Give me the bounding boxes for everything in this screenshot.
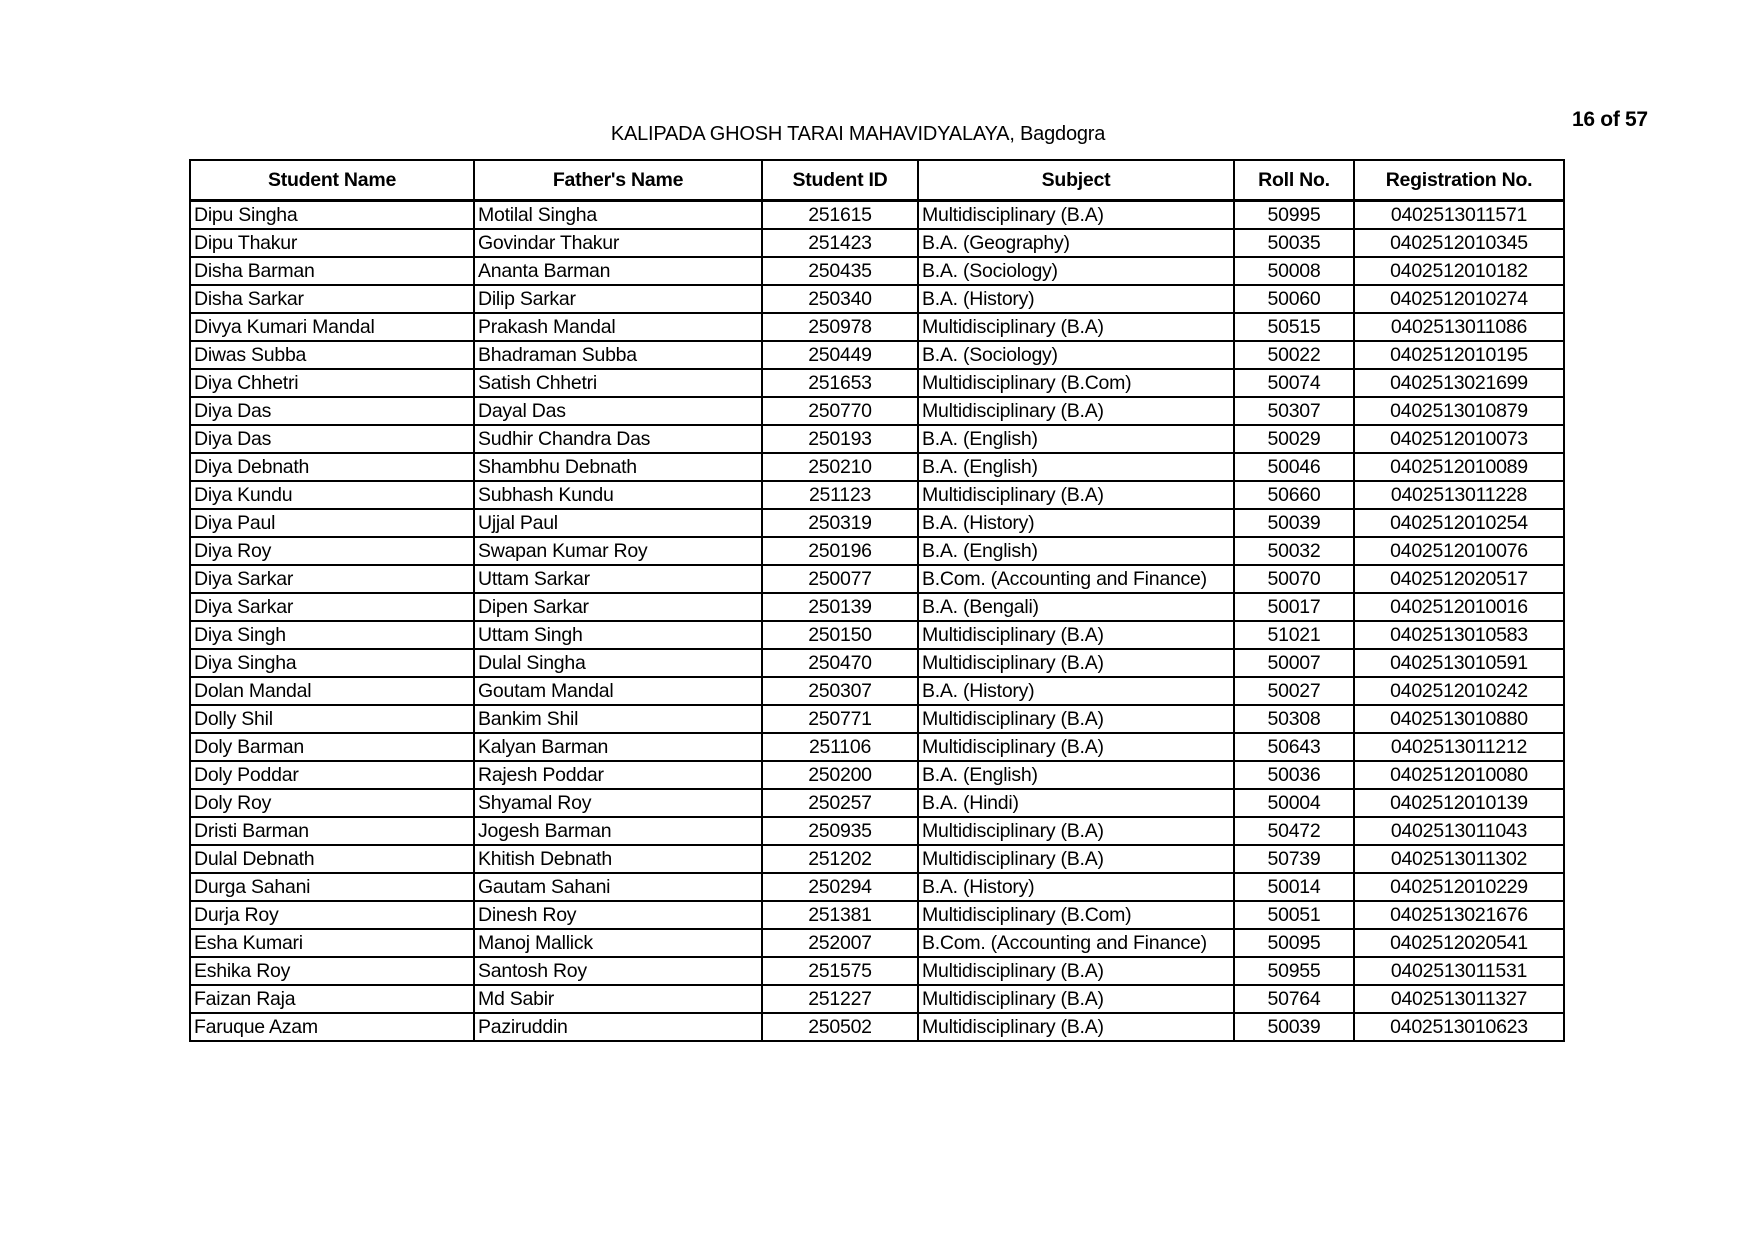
table-row [190,229,1564,257]
subject-cell: Multidisciplinary (B.A) [918,201,1234,230]
roll-no-cell: 50995 [1234,201,1354,230]
subject-cell: B.A. (Geography) [918,229,1234,257]
roll-no-cell: 50036 [1234,761,1354,789]
registration-no-cell: 0402512010274 [1354,285,1564,313]
student-name-cell: Disha Sarkar [190,285,474,313]
fathers-name-cell: Uttam Singh [474,621,762,649]
subject-cell: B.A. (English) [918,453,1234,481]
student-id-cell: 250770 [762,397,918,425]
registration-no-cell: 0402513011043 [1354,817,1564,845]
student-id-cell: 250257 [762,789,918,817]
student-name-cell: Diya Das [190,397,474,425]
fathers-name-cell: Bhadraman Subba [474,341,762,369]
registration-no-cell: 0402513021676 [1354,901,1564,929]
roll-no-cell: 50070 [1234,565,1354,593]
roll-no-cell: 50060 [1234,285,1354,313]
table-row [190,817,1564,845]
subject-cell: Multidisciplinary (B.A) [918,481,1234,509]
student-id-cell: 251202 [762,845,918,873]
table-row [190,1013,1564,1041]
subject-cell: Multidisciplinary (B.A) [918,845,1234,873]
student-id-cell: 250193 [762,425,918,453]
table-row [190,537,1564,565]
table-row [190,341,1564,369]
table-row [190,285,1564,313]
student-id-cell: 250502 [762,1013,918,1041]
registration-no-cell: 0402513011327 [1354,985,1564,1013]
fathers-name-cell: Bankim Shil [474,705,762,733]
registration-no-cell: 0402512010139 [1354,789,1564,817]
student-name-cell: Diya Singha [190,649,474,677]
table-row [190,957,1564,985]
registration-no-cell: 0402512010016 [1354,593,1564,621]
fathers-name-cell: Rajesh Poddar [474,761,762,789]
table-row [190,509,1564,537]
registration-no-cell: 0402513010591 [1354,649,1564,677]
subject-cell: B.A. (History) [918,873,1234,901]
student-name-cell: Disha Barman [190,257,474,285]
subject-cell: B.A. (Sociology) [918,257,1234,285]
student-name-cell: Doly Poddar [190,761,474,789]
student-name-cell: Durga Sahani [190,873,474,901]
student-name-cell: Diya Sarkar [190,593,474,621]
registration-no-cell: 0402513011571 [1354,201,1564,230]
column-header-subject: Subject [918,160,1234,201]
student-id-cell: 251615 [762,201,918,230]
student-id-cell: 250196 [762,537,918,565]
fathers-name-cell: Goutam Mandal [474,677,762,705]
roll-no-cell: 50660 [1234,481,1354,509]
student-id-cell: 250470 [762,649,918,677]
roll-no-cell: 50739 [1234,845,1354,873]
fathers-name-cell: Dayal Das [474,397,762,425]
student-id-cell: 250935 [762,817,918,845]
table-row [190,481,1564,509]
student-id-cell: 250978 [762,313,918,341]
fathers-name-cell: Kalyan Barman [474,733,762,761]
registration-no-cell: 0402512020541 [1354,929,1564,957]
table-row [190,425,1564,453]
fathers-name-cell: Gautam Sahani [474,873,762,901]
registration-no-cell: 0402513010880 [1354,705,1564,733]
roll-no-cell: 50307 [1234,397,1354,425]
student-id-cell: 250449 [762,341,918,369]
fathers-name-cell: Dulal Singha [474,649,762,677]
fathers-name-cell: Md Sabir [474,985,762,1013]
table-header-row [190,160,1564,201]
column-header-registration-no: Registration No. [1354,160,1564,201]
roll-no-cell: 50014 [1234,873,1354,901]
student-name-cell: Eshika Roy [190,957,474,985]
registration-no-cell: 0402513011228 [1354,481,1564,509]
fathers-name-cell: Dilip Sarkar [474,285,762,313]
subject-cell: B.A. (Bengali) [918,593,1234,621]
student-id-cell: 250307 [762,677,918,705]
roll-no-cell: 50095 [1234,929,1354,957]
subject-cell: Multidisciplinary (B.A) [918,817,1234,845]
registration-no-cell: 0402513010583 [1354,621,1564,649]
subject-cell: Multidisciplinary (B.A) [918,1013,1234,1041]
roll-no-cell: 50046 [1234,453,1354,481]
student-id-cell: 250771 [762,705,918,733]
registration-no-cell: 0402513011531 [1354,957,1564,985]
student-name-cell: Faizan Raja [190,985,474,1013]
fathers-name-cell: Khitish Debnath [474,845,762,873]
registration-no-cell: 0402512010345 [1354,229,1564,257]
registration-no-cell: 0402513011086 [1354,313,1564,341]
student-roster-table [189,159,1565,1042]
student-id-cell: 251381 [762,901,918,929]
subject-cell: B.Com. (Accounting and Finance) [918,565,1234,593]
table-row [190,705,1564,733]
table-row [190,313,1564,341]
student-name-cell: Diya Paul [190,509,474,537]
student-name-cell: Durja Roy [190,901,474,929]
roll-no-cell: 50035 [1234,229,1354,257]
registration-no-cell: 0402512010080 [1354,761,1564,789]
table-row [190,677,1564,705]
registration-no-cell: 0402512010073 [1354,425,1564,453]
roll-no-cell: 50029 [1234,425,1354,453]
subject-cell: Multidisciplinary (B.A) [918,733,1234,761]
page-indicator: 16 of 57 [1572,108,1648,131]
subject-cell: Multidisciplinary (B.A) [918,621,1234,649]
subject-cell: B.A. (English) [918,425,1234,453]
student-name-cell: Doly Barman [190,733,474,761]
registration-no-cell: 0402513010879 [1354,397,1564,425]
student-id-cell: 250319 [762,509,918,537]
table-row [190,733,1564,761]
roll-no-cell: 50643 [1234,733,1354,761]
student-id-cell: 252007 [762,929,918,957]
student-id-cell: 251575 [762,957,918,985]
table-row [190,453,1564,481]
student-name-cell: Dolly Shil [190,705,474,733]
registration-no-cell: 0402512020517 [1354,565,1564,593]
roll-no-cell: 50955 [1234,957,1354,985]
registration-no-cell: 0402512010242 [1354,677,1564,705]
student-id-cell: 250340 [762,285,918,313]
student-name-cell: Diya Das [190,425,474,453]
table-row [190,985,1564,1013]
registration-no-cell: 0402512010254 [1354,509,1564,537]
subject-cell: Multidisciplinary (B.A) [918,957,1234,985]
subject-cell: B.A. (Sociology) [918,341,1234,369]
fathers-name-cell: Shyamal Roy [474,789,762,817]
student-name-cell: Diya Debnath [190,453,474,481]
document-title: KALIPADA GHOSH TARAI MAHAVIDYALAYA, Bagdogra [610,123,1106,145]
roll-no-cell: 50051 [1234,901,1354,929]
table-row [190,761,1564,789]
subject-cell: Multidisciplinary (B.Com) [918,369,1234,397]
table-row [190,929,1564,957]
subject-cell: B.A. (History) [918,509,1234,537]
student-name-cell: Diya Sarkar [190,565,474,593]
fathers-name-cell: Ujjal Paul [474,509,762,537]
registration-no-cell: 0402513010623 [1354,1013,1564,1041]
table-row [190,649,1564,677]
column-header-student-name: Student Name [190,160,474,201]
table-row [190,369,1564,397]
table-row [190,845,1564,873]
registration-no-cell: 0402513011302 [1354,845,1564,873]
fathers-name-cell: Govindar Thakur [474,229,762,257]
fathers-name-cell: Dinesh Roy [474,901,762,929]
table-row [190,397,1564,425]
fathers-name-cell: Prakash Mandal [474,313,762,341]
roll-no-cell: 50022 [1234,341,1354,369]
roll-no-cell: 50008 [1234,257,1354,285]
column-header-fathers-name: Father's Name [474,160,762,201]
student-name-cell: Dolan Mandal [190,677,474,705]
subject-cell: Multidisciplinary (B.A) [918,649,1234,677]
fathers-name-cell: Uttam Sarkar [474,565,762,593]
student-id-cell: 251106 [762,733,918,761]
column-header-student-id: Student ID [762,160,918,201]
student-name-cell: Dristi Barman [190,817,474,845]
subject-cell: B.Com. (Accounting and Finance) [918,929,1234,957]
student-name-cell: Diya Chhetri [190,369,474,397]
table-row [190,565,1564,593]
student-name-cell: Diwas Subba [190,341,474,369]
student-id-cell: 250210 [762,453,918,481]
column-header-roll-no: Roll No. [1234,160,1354,201]
registration-no-cell: 0402512010195 [1354,341,1564,369]
student-id-cell: 250150 [762,621,918,649]
registration-no-cell: 0402512010182 [1354,257,1564,285]
subject-cell: Multidisciplinary (B.Com) [918,901,1234,929]
table-row [190,789,1564,817]
fathers-name-cell: Manoj Mallick [474,929,762,957]
table-row [190,201,1564,230]
fathers-name-cell: Subhash Kundu [474,481,762,509]
registration-no-cell: 0402512010229 [1354,873,1564,901]
subject-cell: B.A. (English) [918,537,1234,565]
subject-cell: B.A. (English) [918,761,1234,789]
student-id-cell: 250200 [762,761,918,789]
student-id-cell: 250077 [762,565,918,593]
fathers-name-cell: Paziruddin [474,1013,762,1041]
table-row [190,257,1564,285]
fathers-name-cell: Santosh Roy [474,957,762,985]
fathers-name-cell: Motilal Singha [474,201,762,230]
fathers-name-cell: Satish Chhetri [474,369,762,397]
student-name-cell: Dipu Singha [190,201,474,230]
student-name-cell: Doly Roy [190,789,474,817]
registration-no-cell: 0402513011212 [1354,733,1564,761]
student-name-cell: Dulal Debnath [190,845,474,873]
registration-no-cell: 0402512010076 [1354,537,1564,565]
subject-cell: Multidisciplinary (B.A) [918,705,1234,733]
student-name-cell: Diya Roy [190,537,474,565]
fathers-name-cell: Sudhir Chandra Das [474,425,762,453]
roll-no-cell: 50039 [1234,509,1354,537]
roll-no-cell: 50074 [1234,369,1354,397]
subject-cell: B.A. (History) [918,285,1234,313]
student-id-cell: 250139 [762,593,918,621]
roll-no-cell: 50027 [1234,677,1354,705]
table-row [190,901,1564,929]
roll-no-cell: 50017 [1234,593,1354,621]
table-row [190,593,1564,621]
subject-cell: B.A. (History) [918,677,1234,705]
registration-no-cell: 0402512010089 [1354,453,1564,481]
student-name-cell: Esha Kumari [190,929,474,957]
roll-no-cell: 50039 [1234,1013,1354,1041]
student-name-cell: Dipu Thakur [190,229,474,257]
registration-no-cell: 0402513021699 [1354,369,1564,397]
roll-no-cell: 51021 [1234,621,1354,649]
roll-no-cell: 50032 [1234,537,1354,565]
student-name-cell: Diya Singh [190,621,474,649]
roll-no-cell: 50004 [1234,789,1354,817]
roll-no-cell: 50308 [1234,705,1354,733]
student-id-cell: 250294 [762,873,918,901]
fathers-name-cell: Jogesh Barman [474,817,762,845]
roll-no-cell: 50007 [1234,649,1354,677]
table-body [190,201,1564,1042]
fathers-name-cell: Dipen Sarkar [474,593,762,621]
table-row [190,621,1564,649]
fathers-name-cell: Ananta Barman [474,257,762,285]
roll-no-cell: 50764 [1234,985,1354,1013]
subject-cell: B.A. (Hindi) [918,789,1234,817]
student-id-cell: 251227 [762,985,918,1013]
student-id-cell: 251653 [762,369,918,397]
student-name-cell: Faruque Azam [190,1013,474,1041]
table-row [190,873,1564,901]
subject-cell: Multidisciplinary (B.A) [918,985,1234,1013]
student-name-cell: Divya Kumari Mandal [190,313,474,341]
roll-no-cell: 50472 [1234,817,1354,845]
subject-cell: Multidisciplinary (B.A) [918,397,1234,425]
student-id-cell: 250435 [762,257,918,285]
fathers-name-cell: Swapan Kumar Roy [474,537,762,565]
subject-cell: Multidisciplinary (B.A) [918,313,1234,341]
student-name-cell: Diya Kundu [190,481,474,509]
fathers-name-cell: Shambhu Debnath [474,453,762,481]
student-id-cell: 251123 [762,481,918,509]
student-id-cell: 251423 [762,229,918,257]
roll-no-cell: 50515 [1234,313,1354,341]
